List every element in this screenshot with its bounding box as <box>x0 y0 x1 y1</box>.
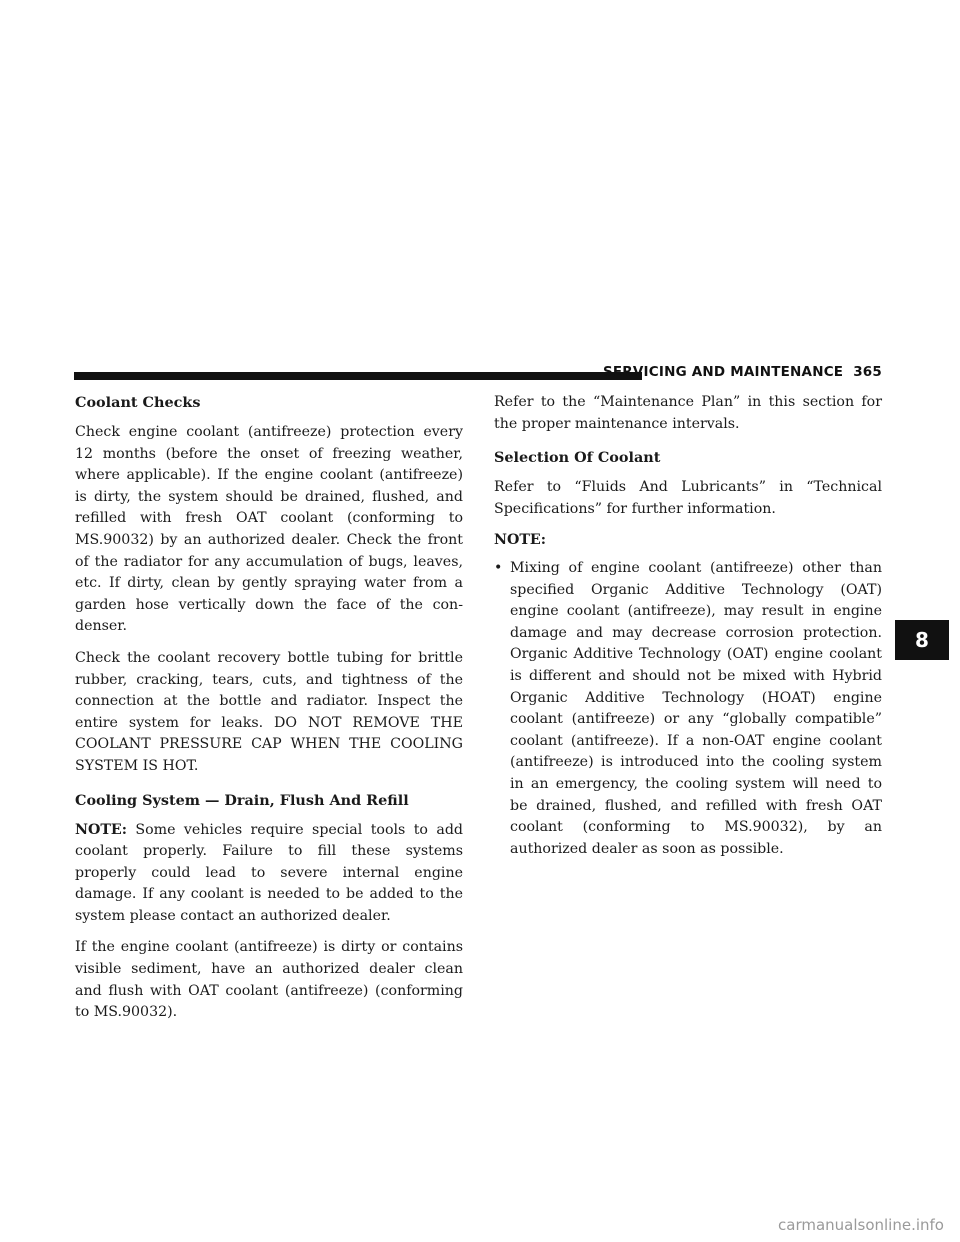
cooling-system-heading: Cooling System — Drain, Flush And Refill <box>75 791 409 809</box>
chapter-tab: 8 <box>895 620 949 660</box>
header-rule <box>74 372 642 380</box>
left-column <box>75 392 463 1034</box>
coolant-checks-paragraph-1: Check engine coolant (antifreeze) protection every 12 months (before the onset of freezing weather, where applicable). If the engine coolant (antifreeze) is dirty, the system should be drained, flushed, and refilled with fresh OAT coolant (conforming to MS.90032) by an authorized dealer. Check the front of the radiator for any accumulation of bugs, leaves, etc. If dirty, clean by gently spraying water from a garden hose vertically down the face of the condenser. <box>75 424 463 635</box>
coolant-checks-heading: Coolant Checks <box>75 394 201 411</box>
page-number: 365 <box>853 364 882 380</box>
note-bullet-text: Mixing of engine coolant (antifreeze) other than specified Organic Additive Technology (OAT) engine coolant (antifreeze), may result in engine damage and may decrease corrosion protection. Organic Additive Technology (OAT) engine coolant is different and should not be mixed with Hybrid Organic Additive Technology (HOAT) engine coolant (antifreeze) or any “globally compatible” coolant (antifreeze). If a non-OAT engine coolant (antifreeze) is introduced into the cooling system in an emergency, the cooling system will need to be drained, flushed, and refilled with fresh OAT coolant (conforming to MS.90032), by an authorized dealer as soon as possible. <box>510 559 882 857</box>
coolant-checks-paragraph-2: Check the coolant recovery bottle tubing for brittle rubber, cracking, tears, cuts, and tightness of the connection at the bottle and radiator. Inspect the entire system for leaks. DO NOT REMOVE THE COOLANT PRESSURE CAP WHEN THE COOLING SYSTEM IS HOT. <box>75 649 463 774</box>
bullet-icon: • <box>494 559 503 576</box>
running-header <box>603 364 882 380</box>
right-column <box>494 392 882 860</box>
maintenance-plan-paragraph: Refer to the “Maintenance Plan” in this section for the proper maintenance intervals. <box>494 394 882 432</box>
note-label: NOTE: <box>75 821 127 838</box>
selection-of-coolant-paragraph: Refer to “Fluids And Lubricants” in “Technical Specifications” for further information. <box>494 479 882 517</box>
section-title: SERVICING AND MAINTENANCE <box>602 364 844 380</box>
cooling-system-note-text: Some vehicles require special tools to add coolant properly. Failure to fill these systems properly could lead to severe internal engine damage. If any coolant is needed to be added to the system please contact an authorized dealer. <box>75 821 463 924</box>
cooling-system-paragraph-2: If the engine coolant (antifreeze) is dirty or contains visible sediment, have an authorized dealer clean and flush with OAT coolant (antifreeze) (conforming to MS.90032). <box>75 939 463 1021</box>
note-heading: NOTE: <box>494 532 546 549</box>
watermark: carmanualsonline.info <box>778 1216 944 1234</box>
cooling-system-note <box>75 820 463 928</box>
note-bullet-item <box>494 558 882 860</box>
selection-of-coolant-heading: Selection Of Coolant <box>494 449 661 467</box>
